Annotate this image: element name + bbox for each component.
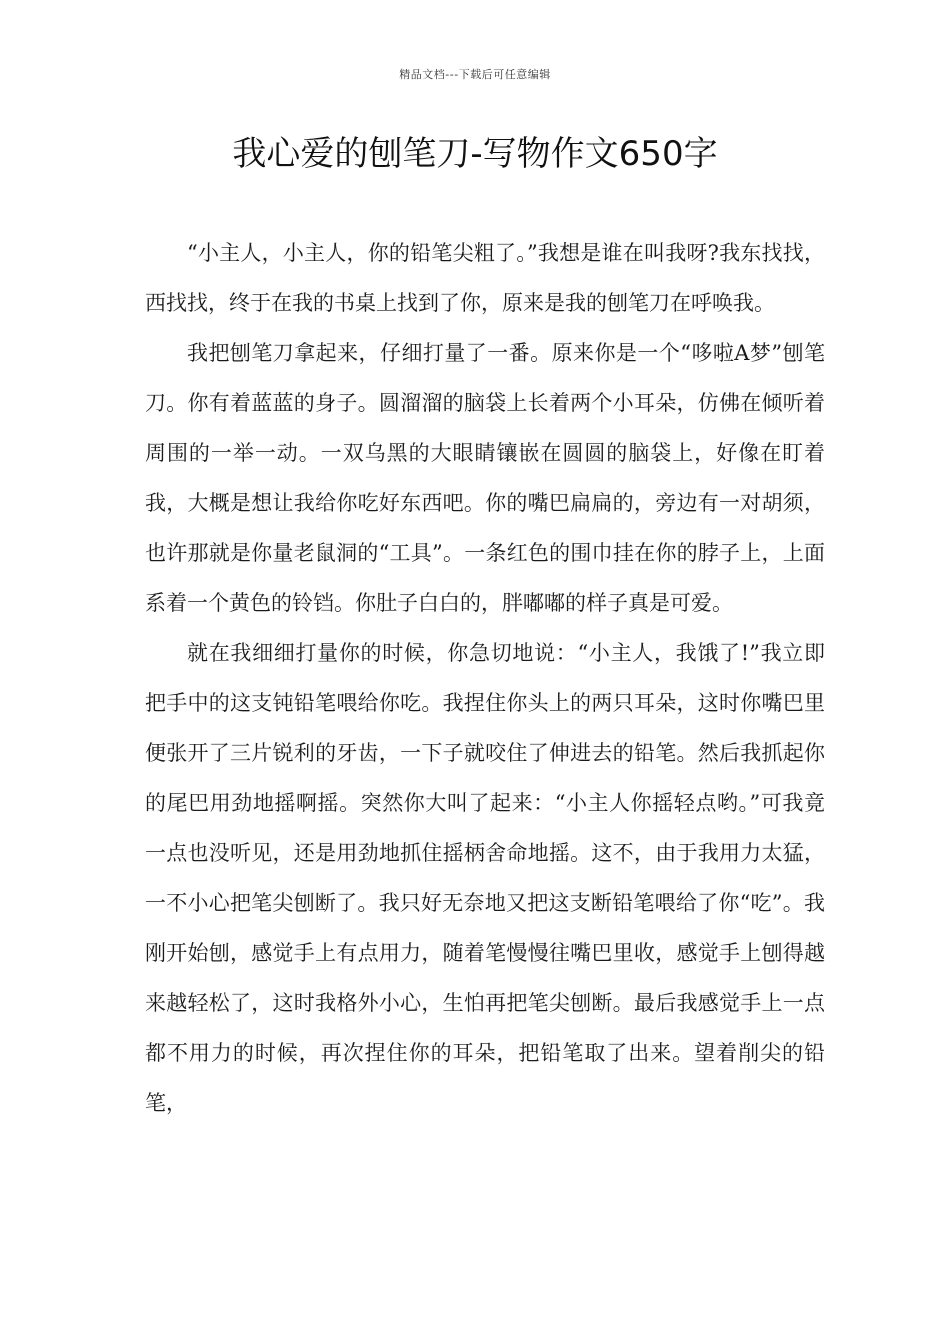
paragraph: 就在我细细打量你的时候，你急切地说：“小主人，我饿了!”我立即把手中的这支钝铅笔喂给你吃。我捏住你头上的两只耳朵，这时你嘴巴里便张开了三片锐利的牙齿，一下子就咬住了伸进去的铅笔。然后我抓起你的尾巴用劲地摇啊摇。突然你大叫了起来：“小主人你摇轻点哟。”可我竟一点也没听见，还是用劲地抓住摇柄舍命地摇。这不，由于我用力太猛，一不小心把笔尖刨断了。我只好无奈地又把这支断铅笔喂给了你“吃”。我刚开始刨，感觉手上有点用力，随着笔慢慢往嘴巴里收，感觉手上刨得越来越轻松了，这时我格外小心，生怕再把笔尖刨断。最后我感觉手上一点都不用力的时候，再次捏住你的耳朵，把铅笔取了出来。望着削尖的铅笔， bbox=[145, 641, 825, 1115]
paragraph: “小主人，小主人，你的铅笔尖粗了。”我想是谁在叫我呀?我东找找，西找找，终于在我的书桌上找到了你，原来是我的刨笔刀在呼唤我。 bbox=[145, 241, 825, 315]
document-title: 我心爱的刨笔刀-写物作文650字 bbox=[232, 134, 718, 174]
paragraph: 我把刨笔刀拿起来，仔细打量了一番。原来你是一个“哆啦A梦”刨笔刀。你有着蓝蓝的身子。圆溜溜的脑袋上长着两个小耳朵，仿佛在倾听着周围的一举一动。一双乌黑的大眼睛镶嵌在圆圆的脑袋上，好像在盯着我，大概是想让我给你吃好东西吧。你的嘴巴扁扁的，旁边有一对胡须，也许那就是你量老鼠洞的“工具”。一条红色的围巾挂在你的脖子上，上面系着一个黄色的铃铛。你肚子白白的，胖嘟嘟的样子真是可爱。 bbox=[145, 341, 825, 615]
document-body bbox=[145, 228, 825, 1128]
page-header: 精品文档---下载后可任意编辑 bbox=[399, 68, 551, 81]
